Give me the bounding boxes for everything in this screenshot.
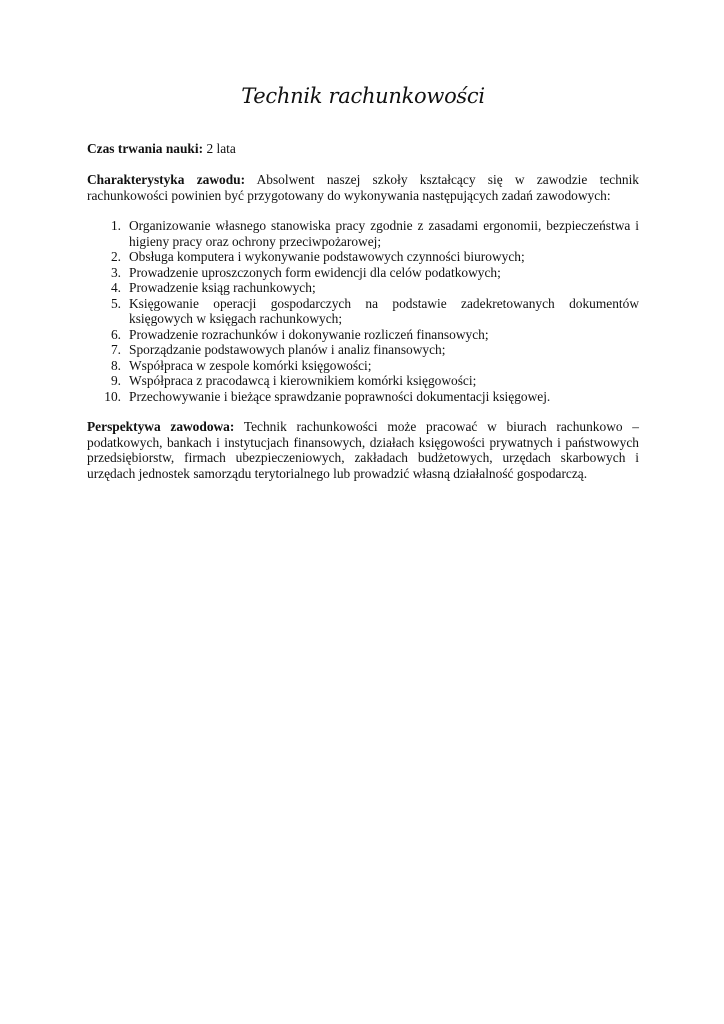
list-item-text: Prowadzenie uproszczonych form ewidencji dla celów podatkowych; <box>129 264 501 280</box>
list-item <box>87 389 639 405</box>
list-item <box>87 358 639 374</box>
characteristics-label: Charakterystyka zawodu: <box>87 172 246 187</box>
duration-paragraph <box>87 141 639 157</box>
list-item <box>87 342 639 358</box>
list-item <box>87 296 639 327</box>
list-item-text: Współpraca z pracodawcą i kierownikiem komórki księgowości; <box>129 373 477 388</box>
list-item-text: Księgowanie operacji gospodarczych na podstawie zadekretowanych dokumentów księgowych w księgach rachunkowych; <box>129 295 639 326</box>
list-item-number: 8. <box>110 357 121 373</box>
list-item-text: Współpraca w zespole komórki księgowości; <box>129 357 372 373</box>
list-item-number: 4. <box>110 280 121 295</box>
list-item-number: 6. <box>110 326 121 342</box>
characteristics-paragraph <box>87 172 639 203</box>
list-item-text: Sporządzanie podstawowych planów i analiz finansowych; <box>129 342 446 357</box>
perspective-paragraph <box>87 419 639 481</box>
list-item-text: Obsługa komputera i wykonywanie podstawowych czynności biurowych; <box>129 249 525 264</box>
list-item <box>87 249 639 265</box>
list-item-text: Prowadzenie rozrachunków i dokonywanie rozliczeń finansowych; <box>129 326 489 342</box>
perspective-label: Perspektywa zawodowa: <box>87 419 235 434</box>
list-item-number: 10. <box>104 388 121 404</box>
list-item-number: 9. <box>110 373 121 388</box>
list-item <box>87 373 639 389</box>
duration-value: 2 lata <box>206 141 236 156</box>
characteristics-text: Absolwent naszej szkoły kształcący się w zawodzie technik rachunkowości powinien być przygotowany do wykonywania następujących zadań zawodowych: <box>87 172 640 203</box>
list-item-number: 7. <box>110 342 121 357</box>
duration-label: Czas trwania nauki: <box>87 141 204 156</box>
list-item-number: 1. <box>110 218 121 233</box>
list-item-text: Przechowywanie i bieżące sprawdzanie poprawności dokumentacji księgowej. <box>129 388 551 404</box>
list-item-number: 2. <box>110 249 121 264</box>
list-item-text: Organizowanie własnego stanowiska pracy zgodnie z zasadami ergonomii, bezpieczeństwa i higieny pracy oraz ochrony przeciwpożarowej; <box>129 218 639 249</box>
tasks-list <box>87 218 639 404</box>
list-item <box>87 280 639 296</box>
list-item <box>87 218 639 249</box>
list-item-text: Prowadzenie ksiąg rachunkowych; <box>129 280 316 295</box>
list-item <box>87 327 639 343</box>
page-title: Technik rachunkowości <box>241 84 485 108</box>
list-item <box>87 265 639 281</box>
list-item-number: 5. <box>110 295 121 311</box>
perspective-text: Technik rachunkowości może pracować w biurach rachunkowo – podatkowych, bankach i instytucjach finansowych, działach księgowości prywatnych i państwowych przedsiębiorstw, firmach ubezpieczeniowych, zakładach budżetowych, urzędach skarbowych i urzędach jednostek samorządu terytorialnego lub prowadzić własną działalność gospodarczą. <box>87 419 639 481</box>
list-item-number: 3. <box>110 264 121 280</box>
